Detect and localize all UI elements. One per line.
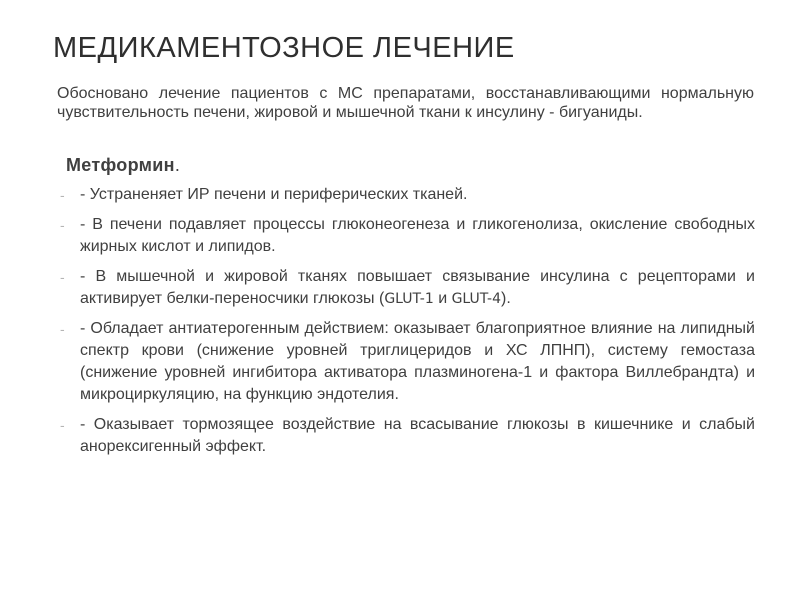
effect-text: - Оказывает тормозящее воздействие на всасывание глюкозы в кишечнике и слабый анорексигенный эффект.: [80, 416, 755, 455]
list-item: [60, 266, 755, 310]
drug-heading: [66, 155, 180, 176]
bullet-marker: -: [60, 217, 65, 233]
effect-text-part: ).: [501, 290, 511, 307]
effects-list: [60, 184, 755, 466]
bullet-marker: -: [60, 321, 65, 337]
bullet-marker: -: [60, 269, 65, 285]
slide-title: МЕДИКАМЕНТОЗНОЕ ЛЕЧЕНИЕ: [53, 32, 515, 64]
effect-text: - Обладает антиатерогенным действием: оказывает благоприятное влияние на липидный спектр крови (снижение уровней триглицеридов и ХС ЛПНП), систему гемостаза (снижение уровней ингибитора активатора плазминогена-1 и фактора Виллебрандта) и микроциркуляцию, на функцию эндотелия.: [80, 320, 755, 403]
intro-paragraph: Обосновано лечение пациентов с МС препаратами, восстанавливающими нормальную чувствительность печени, жировой и мышечной ткани к инсулину - бигуаниды.: [57, 85, 754, 121]
transporter-code: GLUT-1: [384, 291, 434, 307]
effect-text: - В печени подавляет процессы глюконеогенеза и гликогенолиза, окисление свободных жирных кислот и липидов.: [80, 216, 755, 255]
list-item: [60, 318, 755, 406]
effect-text-part: и: [433, 290, 452, 307]
effect-text: - Устраненяет ИР печени и периферических тканей.: [80, 186, 468, 203]
bullet-marker: -: [60, 417, 65, 433]
list-item: [60, 184, 755, 206]
drug-name: Метформин: [66, 155, 175, 175]
transporter-code: GLUT-4: [451, 291, 502, 307]
list-item: [60, 414, 755, 458]
list-item: [60, 214, 755, 258]
effect-text: [80, 266, 755, 310]
drug-name-suffix: .: [174, 155, 181, 175]
effect-text-part: - В мышечной и жировой тканях повышает связывание инсулина с рецепторами и активирует белки-переносчики глюкозы (: [80, 268, 755, 307]
bullet-marker: -: [60, 187, 65, 203]
